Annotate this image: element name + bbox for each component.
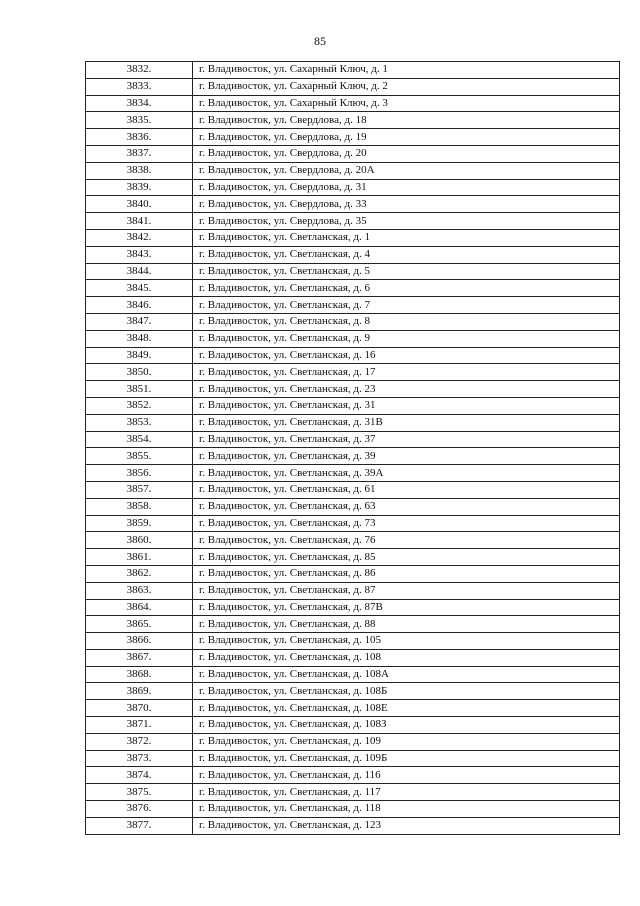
address-cell: г. Владивосток, ул. Светланская, д. 8: [193, 313, 620, 330]
table-row: [86, 95, 620, 112]
table-row: [86, 313, 620, 330]
row-number-cell: 3844.: [86, 263, 193, 280]
row-number-cell: 3851.: [86, 381, 193, 398]
row-number-cell: 3860.: [86, 532, 193, 549]
table-row: [86, 330, 620, 347]
row-number-cell: 3867.: [86, 649, 193, 666]
row-number-cell: 3833.: [86, 78, 193, 95]
address-cell: г. Владивосток, ул. Сахарный Ключ, д. 1: [193, 62, 620, 79]
address-cell: г. Владивосток, ул. Светланская, д. 109Б: [193, 750, 620, 767]
address-cell: г. Владивосток, ул. Светланская, д. 118: [193, 801, 620, 818]
table-row: [86, 431, 620, 448]
row-number-cell: 3855.: [86, 448, 193, 465]
row-number-cell: 3848.: [86, 330, 193, 347]
row-number-cell: 3837.: [86, 145, 193, 162]
address-cell: г. Владивосток, ул. Светланская, д. 7: [193, 297, 620, 314]
table-row: [86, 599, 620, 616]
address-cell: г. Владивосток, ул. Светланская, д. 88: [193, 616, 620, 633]
address-cell: г. Владивосток, ул. Светланская, д. 86: [193, 565, 620, 582]
address-cell: г. Владивосток, ул. Светланская, д. 4: [193, 246, 620, 263]
row-number-cell: 3872.: [86, 733, 193, 750]
address-cell: г. Владивосток, ул. Светланская, д. 73: [193, 515, 620, 532]
table-row: [86, 179, 620, 196]
address-cell: г. Владивосток, ул. Светланская, д. 9: [193, 330, 620, 347]
row-number-cell: 3836.: [86, 129, 193, 146]
row-number-cell: 3846.: [86, 297, 193, 314]
row-number-cell: 3847.: [86, 313, 193, 330]
row-number-cell: 3876.: [86, 801, 193, 818]
row-number-cell: 3862.: [86, 565, 193, 582]
row-number-cell: 3871.: [86, 717, 193, 734]
address-cell: г. Владивосток, ул. Светланская, д. 108Е: [193, 700, 620, 717]
address-cell: г. Владивосток, ул. Светланская, д. 1: [193, 229, 620, 246]
address-cell: г. Владивосток, ул. Светланская, д. 108: [193, 649, 620, 666]
table-row: [86, 481, 620, 498]
row-number-cell: 3856.: [86, 465, 193, 482]
table-row: [86, 767, 620, 784]
table-row: [86, 649, 620, 666]
row-number-cell: 3853.: [86, 414, 193, 431]
table-row: [86, 229, 620, 246]
table-row: [86, 112, 620, 129]
address-cell: г. Владивосток, ул. Свердлова, д. 19: [193, 129, 620, 146]
table-row: [86, 750, 620, 767]
row-number-cell: 3877.: [86, 817, 193, 834]
table-row: [86, 465, 620, 482]
table-row: [86, 683, 620, 700]
row-number-cell: 3840.: [86, 196, 193, 213]
table-row: [86, 414, 620, 431]
table-row: [86, 364, 620, 381]
row-number-cell: 3858.: [86, 498, 193, 515]
table-row: [86, 532, 620, 549]
table-row: [86, 549, 620, 566]
table-row: [86, 515, 620, 532]
row-number-cell: 3863.: [86, 582, 193, 599]
row-number-cell: 3852.: [86, 397, 193, 414]
table-row: [86, 145, 620, 162]
row-number-cell: 3854.: [86, 431, 193, 448]
row-number-cell: 3865.: [86, 616, 193, 633]
table-row: [86, 397, 620, 414]
address-cell: г. Владивосток, ул. Светланская, д. 23: [193, 381, 620, 398]
row-number-cell: 3874.: [86, 767, 193, 784]
address-cell: г. Владивосток, ул. Светланская, д. 116: [193, 767, 620, 784]
row-number-cell: 3841.: [86, 213, 193, 230]
table-row: [86, 62, 620, 79]
row-number-cell: 3832.: [86, 62, 193, 79]
row-number-cell: 3861.: [86, 549, 193, 566]
address-cell: г. Владивосток, ул. Светланская, д. 37: [193, 431, 620, 448]
table-row: [86, 666, 620, 683]
table-row: [86, 733, 620, 750]
row-number-cell: 3845.: [86, 280, 193, 297]
address-cell: г. Владивосток, ул. Сахарный Ключ, д. 3: [193, 95, 620, 112]
address-cell: г. Владивосток, ул. Сахарный Ключ, д. 2: [193, 78, 620, 95]
address-cell: г. Владивосток, ул. Светланская, д. 61: [193, 481, 620, 498]
address-cell: г. Владивосток, ул. Светланская, д. 108З: [193, 717, 620, 734]
row-number-cell: 3838.: [86, 162, 193, 179]
address-cell: г. Владивосток, ул. Светланская, д. 117: [193, 784, 620, 801]
table-row: [86, 162, 620, 179]
row-number-cell: 3842.: [86, 229, 193, 246]
address-cell: г. Владивосток, ул. Свердлова, д. 31: [193, 179, 620, 196]
table-row: [86, 717, 620, 734]
address-cell: г. Владивосток, ул. Светланская, д. 105: [193, 633, 620, 650]
address-cell: г. Владивосток, ул. Светланская, д. 87: [193, 582, 620, 599]
address-cell: г. Владивосток, ул. Светланская, д. 17: [193, 364, 620, 381]
address-cell: г. Владивосток, ул. Светланская, д. 39: [193, 448, 620, 465]
table-row: [86, 381, 620, 398]
address-cell: г. Владивосток, ул. Светланская, д. 63: [193, 498, 620, 515]
table-row: [86, 784, 620, 801]
table-row: [86, 700, 620, 717]
row-number-cell: 3870.: [86, 700, 193, 717]
table-row: [86, 633, 620, 650]
table-row: [86, 78, 620, 95]
row-number-cell: 3835.: [86, 112, 193, 129]
row-number-cell: 3866.: [86, 633, 193, 650]
row-number-cell: 3868.: [86, 666, 193, 683]
address-cell: г. Владивосток, ул. Свердлова, д. 18: [193, 112, 620, 129]
row-number-cell: 3859.: [86, 515, 193, 532]
address-cell: г. Владивосток, ул. Светланская, д. 108Б: [193, 683, 620, 700]
address-cell: г. Владивосток, ул. Светланская, д. 123: [193, 817, 620, 834]
table-body: [86, 62, 620, 835]
address-cell: г. Владивосток, ул. Свердлова, д. 35: [193, 213, 620, 230]
table-row: [86, 196, 620, 213]
address-cell: г. Владивосток, ул. Светланская, д. 6: [193, 280, 620, 297]
table-row: [86, 498, 620, 515]
row-number-cell: 3849.: [86, 347, 193, 364]
row-number-cell: 3857.: [86, 481, 193, 498]
address-cell: г. Владивосток, ул. Светланская, д. 16: [193, 347, 620, 364]
address-cell: г. Владивосток, ул. Свердлова, д. 20А: [193, 162, 620, 179]
address-cell: г. Владивосток, ул. Светланская, д. 31В: [193, 414, 620, 431]
table-row: [86, 246, 620, 263]
address-cell: г. Владивосток, ул. Светланская, д. 108А: [193, 666, 620, 683]
address-cell: г. Владивосток, ул. Свердлова, д. 33: [193, 196, 620, 213]
address-cell: г. Владивосток, ул. Светланская, д. 87В: [193, 599, 620, 616]
row-number-cell: 3834.: [86, 95, 193, 112]
address-cell: г. Владивосток, ул. Светланская, д. 76: [193, 532, 620, 549]
table-row: [86, 817, 620, 834]
address-cell: г. Владивосток, ул. Светланская, д. 39А: [193, 465, 620, 482]
row-number-cell: 3875.: [86, 784, 193, 801]
row-number-cell: 3864.: [86, 599, 193, 616]
row-number-cell: 3873.: [86, 750, 193, 767]
address-cell: г. Владивосток, ул. Светланская, д. 85: [193, 549, 620, 566]
address-cell: г. Владивосток, ул. Свердлова, д. 20: [193, 145, 620, 162]
table-row: [86, 582, 620, 599]
address-cell: г. Владивосток, ул. Светланская, д. 109: [193, 733, 620, 750]
table-row: [86, 280, 620, 297]
table-row: [86, 213, 620, 230]
row-number-cell: 3850.: [86, 364, 193, 381]
table-row: [86, 263, 620, 280]
table-row: [86, 347, 620, 364]
table-row: [86, 448, 620, 465]
address-cell: г. Владивосток, ул. Светланская, д. 5: [193, 263, 620, 280]
table-row: [86, 129, 620, 146]
address-table: [85, 61, 620, 835]
table-row: [86, 801, 620, 818]
row-number-cell: 3843.: [86, 246, 193, 263]
page-number: 85: [314, 34, 326, 48]
table-row: [86, 297, 620, 314]
table-row: [86, 565, 620, 582]
row-number-cell: 3869.: [86, 683, 193, 700]
row-number-cell: 3839.: [86, 179, 193, 196]
address-cell: г. Владивосток, ул. Светланская, д. 31: [193, 397, 620, 414]
table-row: [86, 616, 620, 633]
